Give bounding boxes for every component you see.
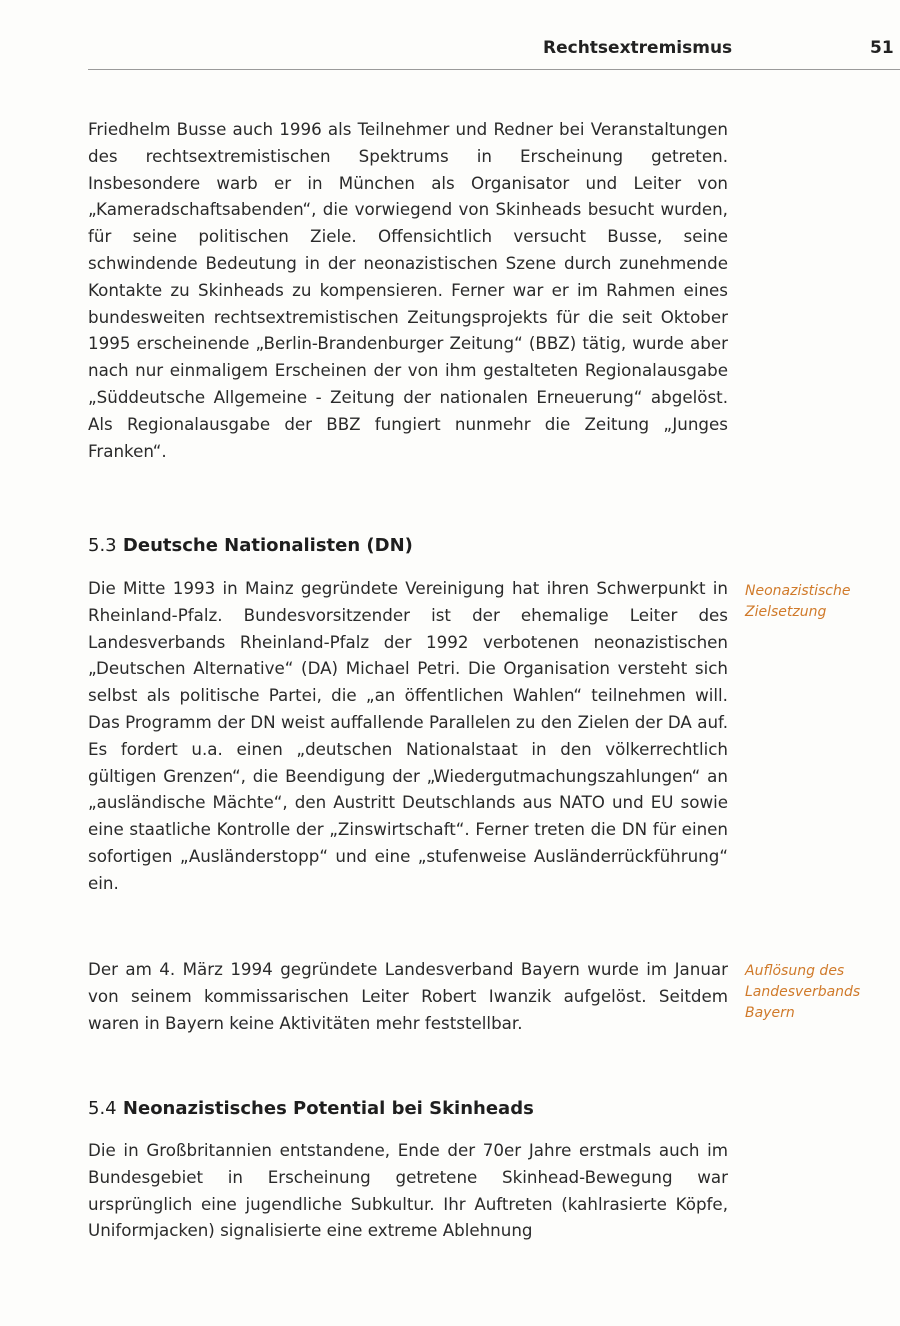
margin-note-aufloesung: Auflösung des Landesverbands Bayern: [745, 963, 861, 1021]
page-number: 51: [870, 38, 894, 58]
margin-note-zielsetzung: Neonazistische Zielsetzung: [745, 583, 851, 620]
section-heading-skinheads: [88, 1098, 534, 1119]
running-header-title: Rechtsextremismus: [543, 38, 733, 58]
section-title: Neonazistisches Potential bei Skinheads: [122, 1098, 534, 1119]
intro-paragraph: Friedhelm Busse auch 1996 als Teilnehmer und Redner bei Veranstaltungen des rechtsextremistischen Spektrums in Erscheinung getreten. Insbesondere warb er in München als Organisator und Leiter von „Kameradschaftsabenden“, die vorwiegend von Skinheads besucht wurden, für seine politischen Ziele. Offensichtlich versucht Busse, seine schwindende Bedeutung in der neonazistischen Szene durch zunehmende Kontakte zu Skinheads zu kompensieren. Ferner war er im Rahmen eines bundesweiten rechtsextremistischen Zeitungsprojekts für die seit Oktober 1995 erscheinende „Berlin-Brandenburger Zeitung“ (BBZ) tätig, wurde aber nach nur einmaligem Erscheinen der von ihm gestalteten Regionalausgabe „Süddeutsche Allgemeine - Zeitung der nationalen Erneuerung“ abgelöst. Als Regionalausgabe der BBZ fungiert nunmehr die Zeitung „Junges Franken“.: [88, 119, 728, 461]
section-heading-dn: [88, 535, 413, 556]
section-title: Deutsche Nationalisten (DN): [122, 535, 413, 556]
running-header: [88, 38, 900, 74]
dn-bayern-paragraph: Der am 4. März 1994 gegründete Landesverband Bayern wurde im Januar von seinem kommissarischen Leiter Robert Iwanzik aufgelöst. Seitdem waren in Bayern keine Aktivitäten mehr feststellbar.: [88, 959, 728, 1033]
header-divider: [88, 69, 900, 70]
dn-main-paragraph: Die Mitte 1993 in Mainz gegründete Vereinigung hat ihren Schwerpunkt in Rheinland-Pfalz. Bundesvorsitzender ist der ehemalige Leiter des Landesverbands Rheinland-Pfalz der 1992 verbotenen neonazistischen „Deutschen Alternative“ (DA) Michael Petri. Die Organisation versteht sich selbst als politische Partei, die „an öffentlichen Wahlen“ teilnehmen will. Das Programm der DN weist auffallende Parallelen zu den Zielen der DA auf. Es fordert u.a. einen „deutschen Nationalstaat in den völkerrechtlich gültigen Grenzen“, die Beendigung der „Wiedergutmachungszahlungen“ an „ausländische Mächte“, den Austritt Deutschlands aus NATO und EU sowie eine staatliche Kontrolle der „Zinswirtschaft“. Ferner treten die DN für einen sofortigen „Ausländerstopp“ und eine „stufenweise Ausländerrückführung“ ein.: [88, 578, 728, 893]
section-number: 5.4: [88, 1098, 117, 1119]
section-number: 5.3: [88, 535, 117, 556]
skinheads-paragraph: Die in Großbritannien entstandene, Ende der 70er Jahre erstmals auch im Bundesgebiet in Erscheinung getretene Skinhead-Bewegung war ursprünglich eine jugendliche Subkultur. Ihr Auftreten (kahlrasierte Köpfe, Uniformjacken) signalisierte eine extreme Ablehnung: [88, 1140, 728, 1241]
